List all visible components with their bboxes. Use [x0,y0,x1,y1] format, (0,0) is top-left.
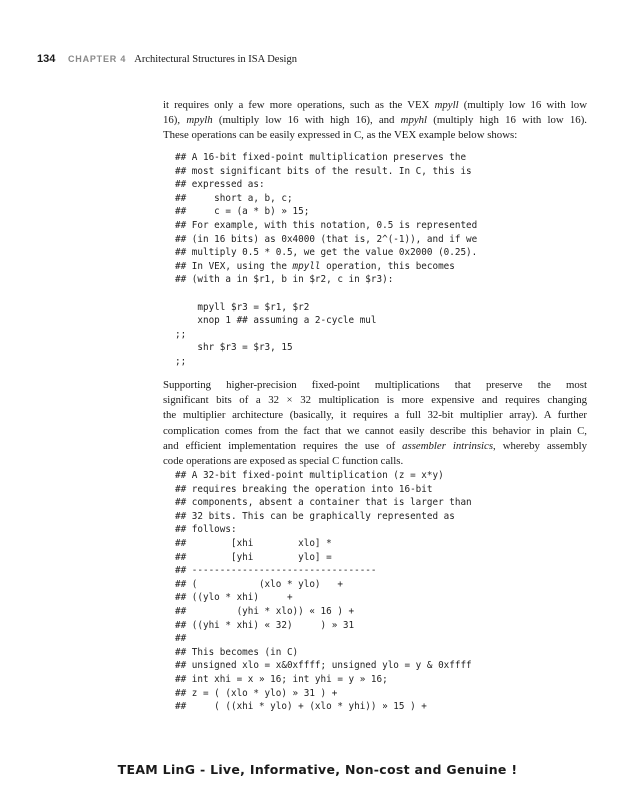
text-line [175,591,472,605]
code-block-32bit [175,469,472,714]
text-run: ## In VEX, using the [175,260,293,272]
text-run: (multiply low 16 with high 16), and [212,114,401,127]
text-run: ## For example, with this notation, 0.5 is represented [175,219,478,231]
text-line [175,510,472,524]
text-run: , whereby assembly [493,439,587,452]
footer-banner: TEAM LinG - Live, Informative, Non-cost and Genuine ! [117,762,518,777]
text-run: ## This becomes (in C) [175,646,299,658]
text-run: ## short a, b, c; [175,192,293,204]
text-line [175,314,477,328]
text-run: ## ((yhi * xhi) « 32) ) » 31 [175,619,355,631]
text-run: ;; [175,328,187,340]
text-line [175,341,477,355]
text-line [163,424,587,439]
chapter-label: CHAPTER 4 [67,54,127,64]
text-line [175,192,477,206]
text-line [175,355,477,369]
paragraph-32bit [163,378,587,469]
text-run: ## [xhi xlo] * [175,537,332,549]
text-line [175,632,472,646]
text-line [175,151,477,165]
text-run: Supporting higher-precision fixed-point multiplications that preserve the most [163,379,587,391]
text-run: mpyll $r3 = $r1, $r2 [175,301,310,313]
text-run: ## expressed as: [175,179,265,191]
text-run: it requires only a few more operations, such as the VEX [163,99,435,111]
text-run: ## --------------------------------- [175,565,377,577]
text-line [163,113,587,128]
text-line [175,178,477,192]
text-line [175,273,477,287]
text-run: code operations are exposed as special C function calls. [163,455,404,468]
page-header [37,53,297,65]
text-line [163,439,587,454]
text-run: complication comes from the fact that we cannot easily describe this behavior in plain C, [163,424,587,437]
text-run: significant bits of a 32 × 32 multiplication is more expensive and requires changing [163,394,587,407]
text-line [175,646,472,660]
text-run: ## unsigned xlo = x&0xffff; unsigned ylo = y & 0xffff [175,660,472,672]
text-line [175,659,472,673]
text-line [163,128,587,143]
italic-term: assembler intrinsics [402,439,494,452]
italic-term: mpyll [434,99,459,111]
text-run: ;; [175,355,187,367]
text-line [175,564,472,578]
text-run: ## A 16-bit fixed-point multiplication preserves the [175,152,467,163]
text-line [175,469,472,483]
text-line [175,605,472,619]
text-run: the multiplier architecture (basically, it requires a full 32-bit multiplier array). A further [163,409,587,422]
text-run: (multiply low 16 with low [458,99,587,111]
text-line [175,537,472,551]
text-line [163,378,587,393]
text-line [175,328,477,342]
text-run: ## z = ( (xlo * ylo) » 31 ) + [175,687,338,699]
text-run: xnop 1 ## assuming a 2-cycle mul [175,315,377,327]
text-run: operation, this becomes [320,260,455,272]
text-line [163,393,587,408]
text-line [175,673,472,687]
text-run: ## 32 bits. This can be graphically represented as [175,510,455,522]
text-run: ## int xhi = x » 16; int yhi = y » 16; [175,673,388,685]
text-run: ## ( (xlo * ylo) + [175,578,343,590]
code-block-16bit [175,151,477,369]
text-line [175,301,477,315]
text-run: ## [yhi ylo] = [175,551,332,563]
text-line [163,98,587,113]
text-run: ## (with a in $r1, b in $r2, c in $r3): [175,274,394,286]
text-line [175,233,477,247]
text-run: and efficient implementation requires the use of [163,439,403,452]
text-run: shr $r3 = $r3, 15 [175,342,293,354]
text-line [175,578,472,592]
text-line [175,483,472,497]
text-line [175,700,472,714]
text-run: 16), [163,114,187,127]
text-run: ## (in 16 bits) as 0x4000 (that is, 2^(-1)), and if we [175,233,478,245]
text-run: (multiply high 16 with low 16). [427,114,587,127]
text-line [175,687,472,701]
text-run: These operations can be easily expressed in C, as the VEX example below shows: [163,129,518,142]
text-line [163,408,587,423]
text-run: ## follows: [175,524,237,536]
text-line [175,219,477,233]
text-line [175,165,477,179]
text-run: ## requires breaking the operation into 16-bit [175,483,433,495]
text-line [163,454,587,469]
text-line [175,523,472,537]
text-run: ## [175,633,187,645]
chapter-title: Architectural Structures in ISA Design [134,54,297,65]
text-line [175,496,472,510]
text-run: ## ((ylo * xhi) + [175,592,293,604]
italic-term: mpyhl [400,114,428,127]
text-line [175,246,477,260]
text-run: ## (yhi * xlo)) « 16 ) + [175,605,355,617]
text-line [175,287,477,301]
text-run: ## A 32-bit fixed-point multiplication (z = x*y) [175,470,444,481]
text-run: ## multiply 0.5 * 0.5, we get the value 0x2000 (0.25). [175,247,478,259]
text-line [175,619,472,633]
text-run: ## c = (a * b) » 15; [175,206,310,218]
text-line [175,205,477,219]
italic-term: mpyll [292,260,321,272]
text-line [175,551,472,565]
paragraph-intro [163,98,587,144]
text-run: ## most significant bits of the result. In C, this is [175,165,472,177]
text-run: ## components, absent a container that is larger than [175,497,472,509]
page-number: 134 [37,53,56,65]
text-run: ## ( ((xhi * ylo) + (xlo * yhi)) » 15 ) + [175,701,427,713]
italic-term: mpylh [186,114,213,127]
text-line [175,260,477,274]
